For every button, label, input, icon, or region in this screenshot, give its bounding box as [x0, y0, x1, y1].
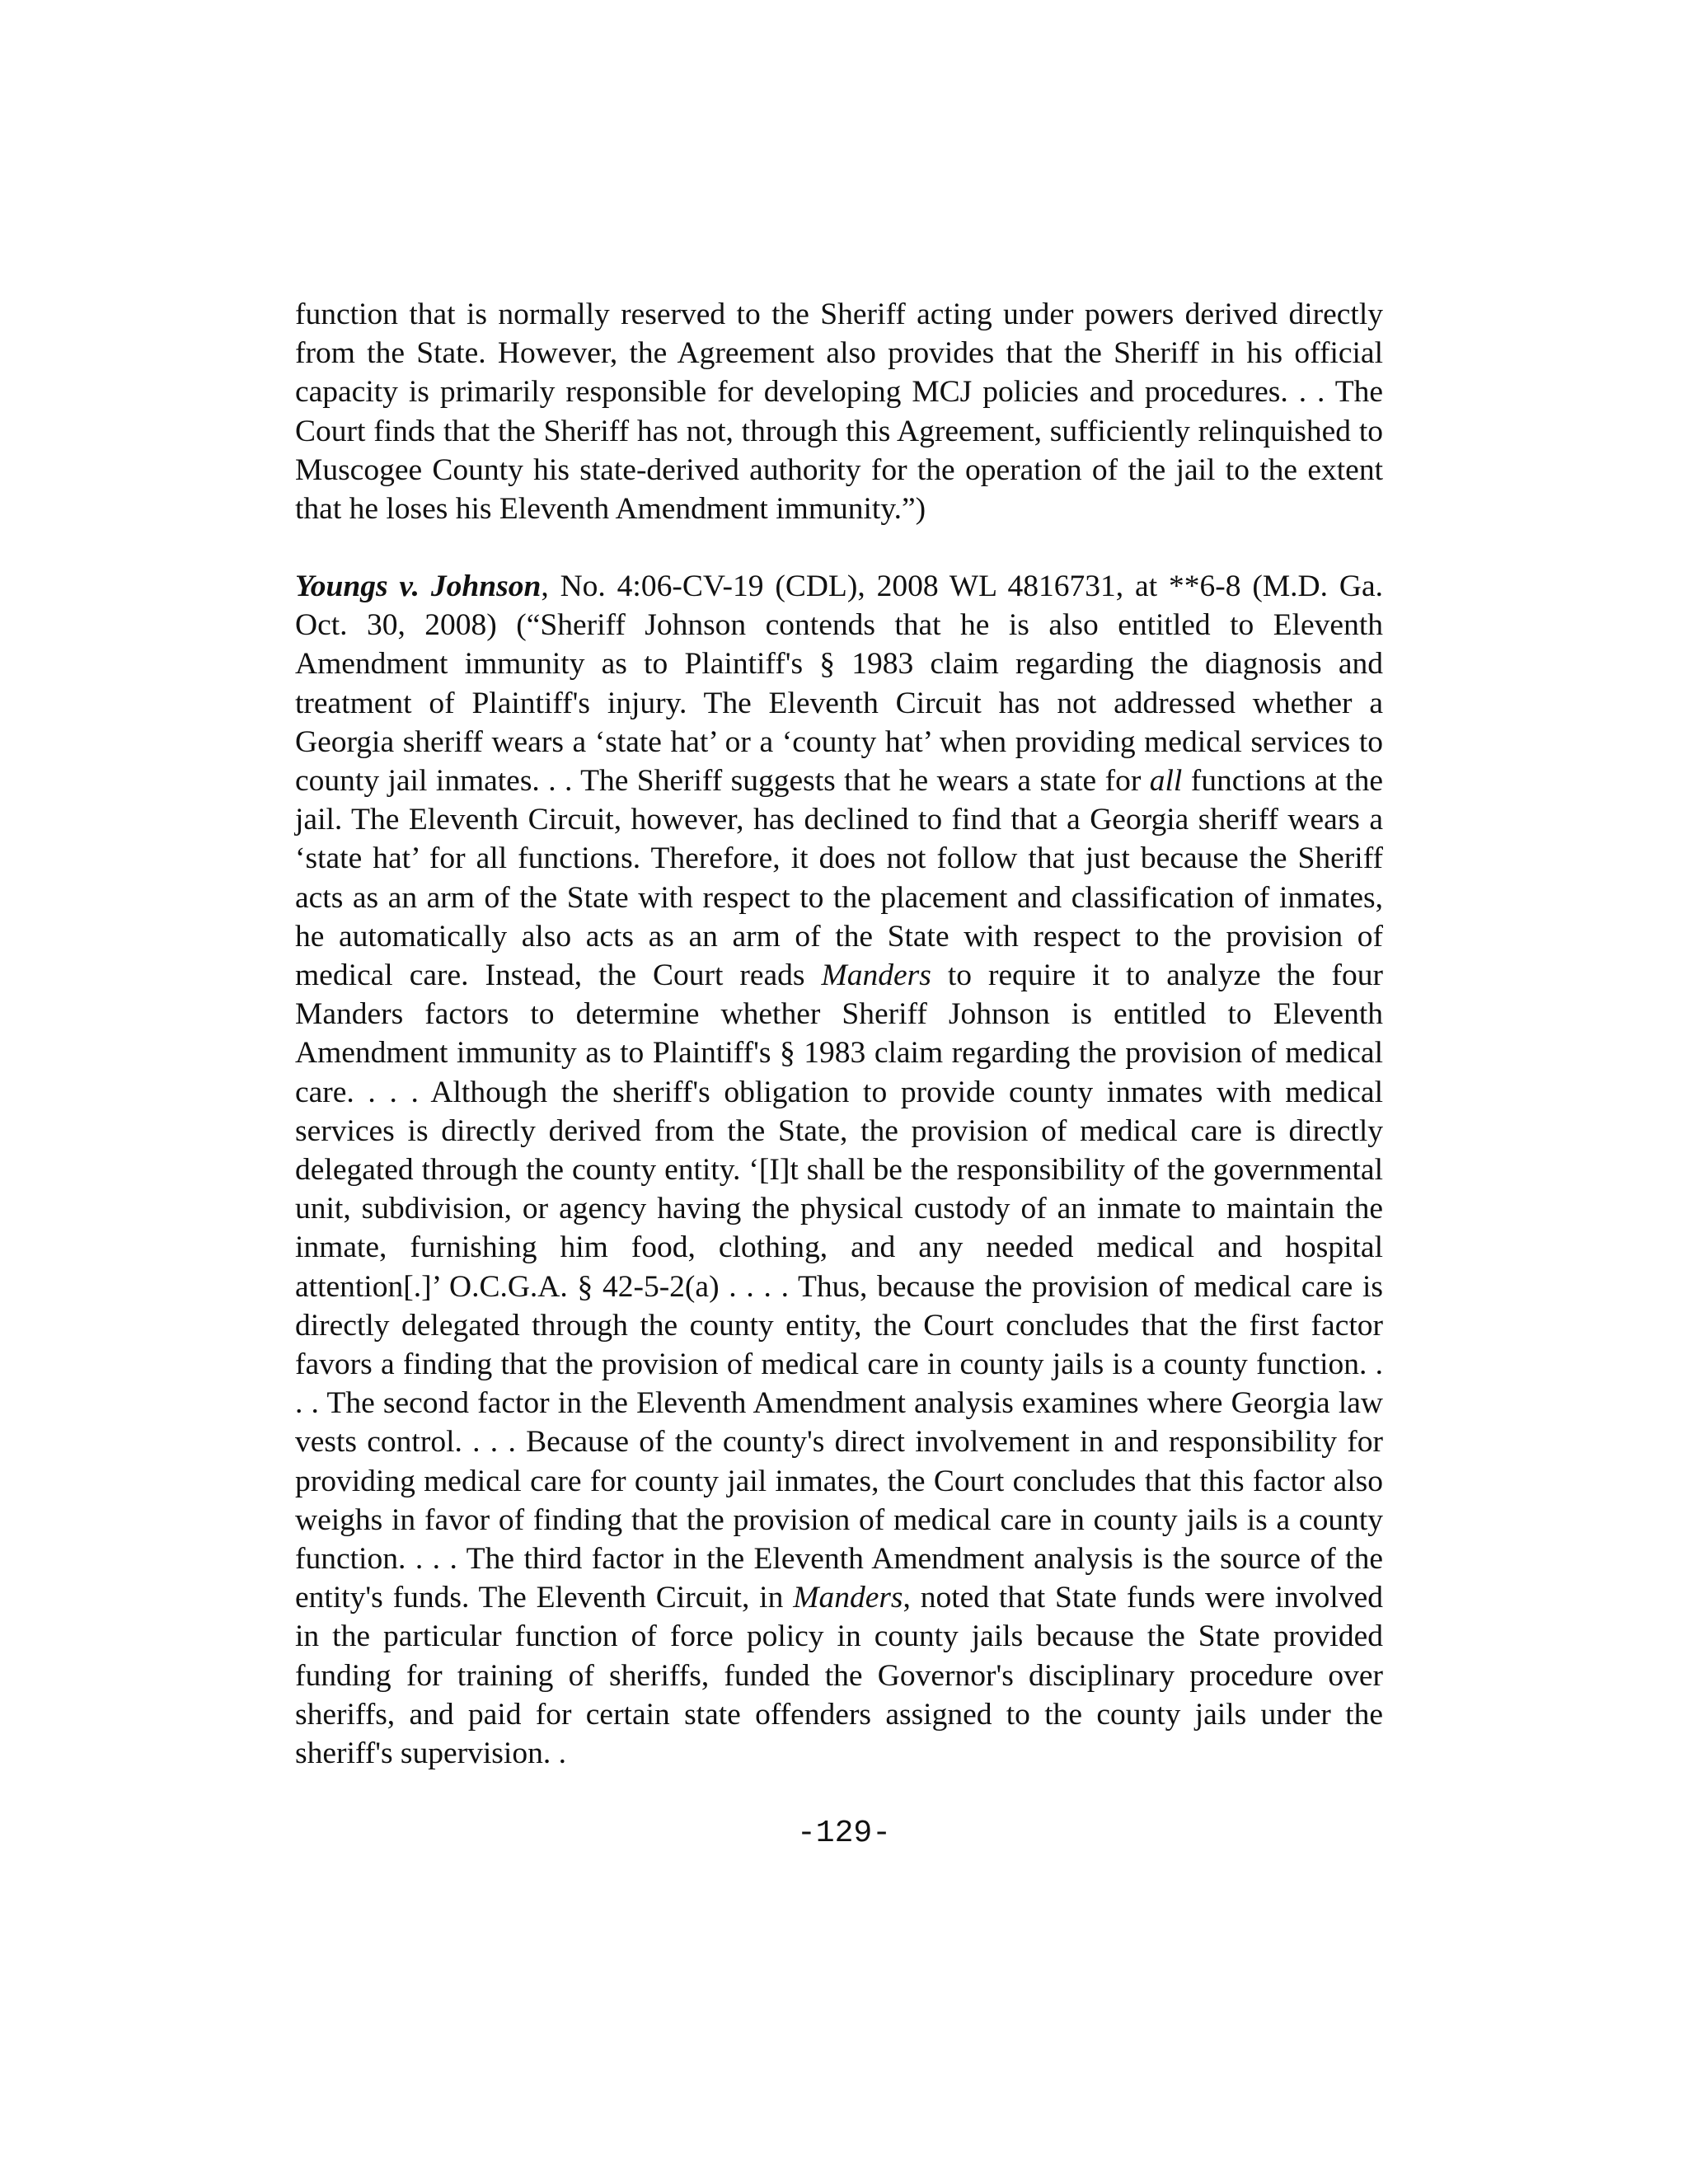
- italic-case-manders: Manders: [821, 958, 931, 993]
- citation-text: , No. 4:06-CV-19 (CDL), 2008 WL 4816731, at **6-8 (M.D. Ga. Oct. 30, 2008) (“Sheriff Johnson contends that he is also entitled to Eleventh Amendment immunity as to Plaintiff's § 1983 claim regarding the diagnosis and treatment of Plaintiff's injury. The Eleventh Circuit has not addressed whether a Georgia sheriff wears a ‘state hat’ or a ‘county hat’ when providing medical services to county jail inmates. . . The Sheriff suggests that he wears a state for: [295, 569, 1383, 799]
- case-name: Youngs v. Johnson: [295, 569, 542, 603]
- quote-text-part-4: , noted that State funds were involved in the particular function of force policy in county jails because the State provided funding for training of sheriffs, funded the Governor's disciplinary procedure over sheriffs, and paid for certain state offenders assigned to the county jails under the sheriff's supervision. .: [295, 1581, 1383, 1771]
- italic-emphasis-all: all: [1149, 764, 1183, 799]
- quote-text-part-2: functions at the jail. The Eleventh Circuit, however, has declined to find that a Georgia sheriff wears a ‘state hat’ for all functions. Therefore, it does not follow that just because the Sheriff acts as an arm of the State with respect to the placement and classification of inmates, he automatically also acts as an arm of the State with respect to the provision of medical care. Instead, the Court reads: [295, 764, 1383, 993]
- paragraph-youngs-v-johnson: [295, 567, 1383, 1773]
- paragraph-continuation: [295, 295, 1383, 528]
- italic-case-manders-2: Manders: [793, 1581, 903, 1615]
- page-number: -129-: [796, 1816, 892, 1851]
- quote-text-part-3: to require it to analyze the four Manders factors to determine whether Sheriff Johnson is entitled to Eleventh Amendment immunity as to Plaintiff's § 1983 claim regarding the provision of medical care. . . . Although the sheriff's obligation to provide county inmates with medical services is directly derived from the State, the provision of medical care is directly delegated through the county entity. ‘[I]t shall be the responsibility of the governmental unit, subdivision, or agency having the physical custody of an inmate to maintain the inmate, furnishing him food, clothing, and any needed medical and hospital attention[.]’ O.C.G.A. § 42-5-2(a) . . . . Thus, because the provision of medical care is directly delegated through the county entity, the Court concludes that the first factor favors a finding that the provision of medical care in county jails is a county function. . . . The second factor in the Eleventh Amendment analysis examines where Georgia law vests control. . . . Because of the county's direct involvement in and responsibility for providing medical care for county jail inmates, the Court concludes that this factor also weighs in favor of finding that the provision of medical care in county jails is a county function. . . . The third factor in the Eleventh Amendment analysis is the source of the entity's funds. The Eleventh Circuit, in: [295, 958, 1383, 1615]
- paragraph-text: function that is normally reserved to the Sheriff acting under powers derived directly from the State. However, the Agreement also provides that the Sheriff in his official capacity is primarily responsible for developing MCJ policies and procedures. . . The Court finds that the Sheriff has not, through this Agreement, sufficiently relinquished to Muscogee County his state-derived authority for the operation of the jail to the extent that he loses his Eleventh Amendment immunity.”): [295, 298, 1383, 527]
